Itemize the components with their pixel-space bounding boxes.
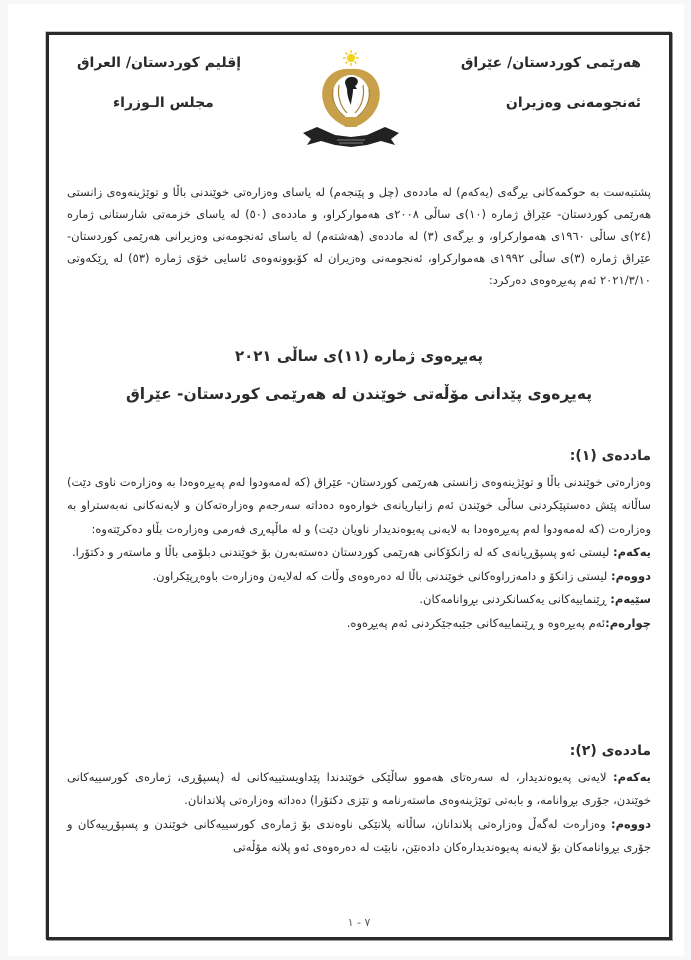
page-border-frame (46, 32, 672, 940)
kurdistan-eagle-emblem-icon (295, 49, 407, 149)
article-heading: ماددەی (١): (569, 448, 651, 464)
clause-text: لیستی زانکۆ و دامەزراوەکانی خوێندنی باڵا لە دەرەوەی وڵات کە لەلایەن وەزارەت باوەڕپێکراون. (152, 568, 611, 583)
clause-label: دووەم: (610, 568, 651, 583)
clause-text: لایەنی پەیوەندیدار، لە سەرەتای هەموو ساڵێکی خوێندندا پێداویستییەکانی لە (پسپۆڕی، ژمارەی کورسییەکانی خوێندن، جۆری بڕوانامە، و بابەتی توێژینەوەی ماستەرنامە و تێزی دکتۆرا) دەداتە وەزارەتی پلاندانان. (67, 769, 651, 807)
region-name-arabic: إقليم كوردستان/ العراق (77, 55, 242, 71)
regulation-number-title: پەیڕەوی ژمارە (١١)ی ساڵی ٢٠٢١ (234, 347, 484, 365)
clause-label: سێیەم: (610, 592, 651, 606)
clause-text: ڕێنماییەکانی یەکسانکردنی بڕوانامەکان. (419, 592, 611, 606)
header-arabic (77, 53, 277, 113)
clause-label: یەکەم: (613, 769, 651, 784)
article-clause (67, 813, 651, 860)
article-heading: ماددەی (٢): (569, 743, 651, 759)
page-number: ٧ - ١ (347, 916, 371, 929)
article-clause (67, 588, 651, 612)
clause-label: دووەم: (610, 816, 651, 831)
clause-text: لیستی ئەو پسپۆڕیانەی کە لە زانکۆکانی هەرێمی کوردستان دەستەبەرن بۆ خوێندنی دبلۆمی باڵا و ماستەر و دکتۆرا. (72, 545, 614, 559)
article-clause (67, 541, 651, 565)
preamble-paragraph: پشتبەست بە حوکمەکانی بڕگەی (یەکەم) لە ماددەی (چل و پێنجەم) لە یاسای وەزارەتی خوێندنی باڵا و توێژینەوەی زانستی هەرێمی کوردستان- عێراق ژمارە (١٠)ی ساڵی ٢٠٠٨ی هەموارکراو، و ماددەی (٥٠) لە یاسای خزمەتی شارستانی ژمارە (٢٤)ی ساڵی ١٩٦٠ی هەموارکراو، و بڕگەی (٣) لە ماددەی (هەشتەم) لە یاسای ئەنجومەنی وەزیرانی هەرێمی کوردستان- عێراق ژمارە (٣)ی ساڵی ١٩٩٢ی هەموارکراو، ئەنجومەنی وەزیران لە کۆبوونەوەی ئاسایی خۆی ژمارە (٥٣) لە ڕێکەوتی ٢٠٢١/٣/١٠ ئەم پەیڕەوەی دەرکرد: (67, 185, 652, 287)
article-2 (67, 740, 651, 860)
article-clause (67, 565, 651, 589)
sun-icon (343, 50, 359, 66)
article-clause (67, 766, 651, 813)
clause-label: چوارەم: (605, 615, 651, 630)
clause-text: وەزارەت لەگەڵ وەزارەتی پلاندانان، ساڵانە پلانێکی ناوەندی بۆ ژمارەی کورسییەکانی خوێندن و پسپۆڕییەکان و جۆری بڕوانامەکان بۆ لایەنە پەیوەندیدارەکان دادەنێن، نابێت لە دەرەوەی ئەو پلانە مۆڵەتی (67, 816, 651, 854)
council-name-arabic: مجلس الـوزراء (113, 95, 214, 111)
decree-document (49, 35, 669, 937)
region-name-kurdish: هەرێمی کوردستان/ عێراق (460, 55, 641, 71)
article-clause (67, 612, 651, 636)
clause-label: یەکەم: (613, 545, 651, 559)
council-name-kurdish: ئەنجومەنی وەزیران (505, 95, 641, 111)
clause-text: ئەم پەیڕەوە و ڕێنماییەکانی جێبەجێکردنی ئەم پەیڕەوە. (346, 615, 606, 630)
article-body: وەزارەتی خوێندنی باڵا و توێژینەوەی زانستی هەرێمی کوردستان- عێراق (کە لەمەودوا لەم پەیڕەوەدا بە وەزارەت ناوی دێت) ساڵانە پێش دەستپێکردنی ساڵی خوێندن ئەم زانیاریانەی خوارەوە دەداتە سەرجەم وەزارەتەکان و لایەنەکانی نەبەستراو بە وەزارەت (کە لەمەودوا لەم پەیڕەوەدا بە لایەنی پەیوەندیدار ناویان دێت) و لە ماڵپەڕی فەرمی وەزارەت بڵاو دەکرێتەوە: (67, 474, 651, 536)
header-kurdish (441, 53, 641, 113)
article-1 (67, 445, 651, 635)
scanned-page (8, 4, 684, 956)
regulation-subject-title: پەیڕەوی پێدانی مۆڵەتی خوێندن لە هەرێمی کوردستان- عێراق (125, 385, 593, 403)
